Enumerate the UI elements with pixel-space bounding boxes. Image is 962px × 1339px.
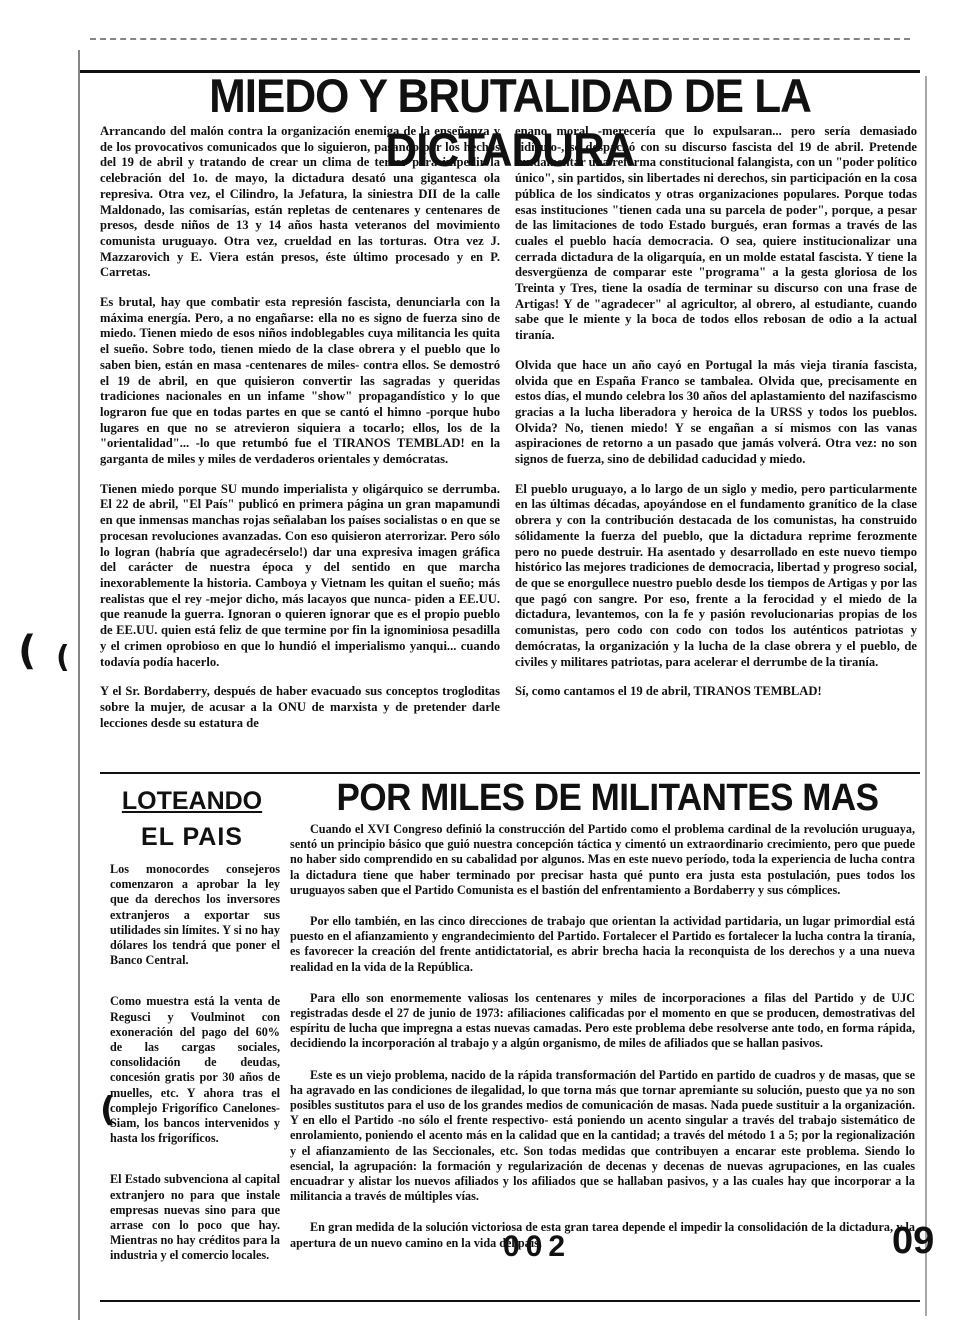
article-paragraph: Es brutal, hay que combatir esta represión fascista, denunciarla con la máxima energía. Pero, a no engañarse: ella no es signo de fuerza sino de miedo. Tienen miedo de esos niños indoblegables cuya militancia les quita el sueño. Sobre todo, tienen miedo de la clase obrera y el pueblo que lo saben bien, están en masa -centenares de miles- contra ellos. Se demostró el 19 de abril, en que quisieron convertir las sagradas y queridas tradiciones nacionales en un infame "show" propagandístico y lo que lograron fue que en todas partes en que se cantó el himno -porque hubo lugares en que no se atrevieron siquiera a tocarlo; ellos, los de la "orientalidad"... -lo que retumbó fue el TIRANOS TEMBLAD! en la garganta de miles y miles de verdaderos orientales y demócratas. [100, 295, 500, 467]
militantes-headline: POR MILES DE MILITANTES MAS [336, 776, 879, 819]
loteando-paragraph: El Estado subvenciona al capital extranjero no para que instale empresas nuevas sino para que arrase con lo poco que hay. Mientras no hay créditos para la industria y el comercio locales. [110, 1172, 280, 1263]
article-paragraph: El pueblo uruguayo, a lo largo de un siglo y medio, pero particularmente en las últimas décadas, apoyándose en el fundamento granítico de la clase obrera y con la contribución destacada de los comunistas, ha construido sólidamente la fuerza del pueblo, que la dictadura reprime ferozmente pero no puede destruir. Ha asentado y desarrollado en este nuevo tiempo histórico las mejores tradiciones de democracia, libertad y progreso social, de que se enorgullece nuestro pueblo desde los tiempos de Artigas y por las que pagó con sangre. Por eso, frente a la ferocidad y el miedo de la dictadura, levantemos, con la fe y pasión revolucionarias propias de los comunistas, pero codo con codo con todos los auténticos patriotas y demócratas, la organización y la lucha de la clase obrera y el pueblo, de civiles y militares patriotas, para acelerar el derrumbe de la tiranía. [515, 481, 917, 669]
loteando-column [110, 862, 280, 1290]
article-column-1 [100, 124, 500, 745]
margin-bracket-mark: ( [56, 640, 70, 675]
loteando-paragraph: Como muestra está la venta de Regusci y Voulminot con exoneración del pago del 60% de las cargas sociales, consolidación de deudas, concesión gratis por 30 años de muelles, etc. Y ahora tras el complejo Frigorífico Canelones-Siam, los bancos intervenidos y hasta los frigoríficos. [110, 994, 280, 1146]
article-paragraph: Tienen miedo porque SU mundo imperialista y oligárquico se derrumba. El 22 de abril, "El País" publicó en primera página un gran mapamundi en que inmensas manchas rojas señalaban los países socialistas o en que se procesan revoluciones avanzadas. Con eso quisieron aterrorizar. Pero sólo lo logran (habría que agradecérselo!) dar una expresiva imagen gráfica del carácter de nuestra época y del sentido en que marcha inexorablemente la historia. Camboya y Vietnam les quitan el sueño; más realistas que el rey -mejor dicho, más lacayos que nunca- piden a EE.UU. que reanude la guerra. Ignoran o quieren ignorar que es el propio pueblo de EE.UU. quien está feliz de que termine por fin la ignominiosa pesadilla y el crimen oprobioso en que lo hundió el imperialismo yanqui... cuando todavía podía hacerlo. [100, 481, 500, 669]
article-paragraph: Arrancando del malón contra la organización enemiga de la enseñanza y de los provocativos comunicados que lo siguieron, pasando por los hechos del 19 de abril y tratando de crear un clima de terror para impedir la celebración del 1o. de mayo, la dictadura desató una gigantesca ola represiva. Otra vez, el Cilindro, la Jefatura, la siniestra DII de la calle Maldonado, las comisarías, están repletas de centenares y centenares de presos, desde niños de 13 y 14 años hasta veteranos del movimiento comunista uruguayo. Otra vez, crueldad en las torturas. Otra vez J. Mazzarovich y E. Viera están presos, éste último procesado y en P. Carretas. [100, 124, 500, 280]
margin-bracket-mark: ( [18, 628, 37, 674]
margin-bracket-mark: ( [100, 1090, 116, 1130]
scan-artifact [90, 38, 910, 54]
militantes-paragraph: Cuando el XVI Congreso definió la construcción del Partido como el problema cardinal de la revolución uruguaya, sentó un principio básico que guió nuestra concepción táctica y cimentó un extraordinario crecimiento, pero que puede no haber sido comprendido en su cabalidad por algunos. Mas en este nuevo período, toda la experiencia de lucha contra la dictadura tiene que haber terminado por precisar hasta qué punto era justa esta postulación, pues todos los uruguayos saben que el Partido Comunista es el bastión del enfrentamiento a Bordaberry y sus cómplices. [290, 822, 915, 897]
loteando-title: LOTEANDO [121, 787, 263, 815]
militantes-paragraph: Por ello también, en las cinco direcciones de trabajo que orientan la actividad partidaria, un lugar primordial está puesto en el afianzamiento y engrandecimiento del Partido. Fortalecer el Partido es fortalecer la lucha contra la tiranía, es favorecer la creación del frente antidictatorial, es abrir brecha hacia la reconquista de los derechos y a una nueva realidad en la vida de la República. [290, 914, 915, 974]
article-column-2 [515, 124, 917, 714]
page-number-stamp: 09 [892, 1220, 935, 1262]
militantes-paragraph: En gran medida de la solución victoriosa de esta gran tarea depende el impedir la consolidación de la dictadura, y la apertura de un nuevo camino en la vida del país. [290, 1220, 915, 1250]
scan-edge-right [925, 76, 927, 1316]
loteando-paragraph: Los monocordes consejeros comenzaron a aprobar la ley que da derechos los inversores extranjeros a exportar sus utilidades sin límites. Y si no hay dólares los tendrá que poner el Banco Central. [110, 862, 280, 968]
article-paragraph: Sí, como cantamos el 19 de abril, TIRANOS TEMBLAD! [515, 684, 822, 699]
loteando-subtitle: EL PAIS [141, 823, 243, 851]
archive-number-stamp: 002 [503, 1230, 572, 1263]
article-paragraph: enano moral -merecería que lo expulsaran... pero sería demasiado ridículo-, se despachó con su discurso fascista del 19 de abril. Pretende fundamentar una reforma constitucional falangista, con un "poder político único", sin partidos, sin libertades ni derechos, sin participación en la cosa pública de los sindicatos y otras organizaciones populares. Porque todas esas instituciones "tienen cada una su parcela de poder", porque, a pesar de las limitaciones de todo Estado burgués, eran formas a través de las cuales el pueblo hacía democracia. O sea, quiere institucionalizar una cerrada dictadura de la oligarquía, en un molde estatal fascista. Y tiene la desvergüenza de comparar este "programa" a la gesta gloriosa de los Treinta y Tres, tiene la osadía de terminar su discurso con una frase de Artigas! Y de "agradecer" al agricultor, al obrero, al estudiante, cuando sabe que le miente y la boca de todos ellos rebosan de odio a la actual tiranía. [515, 124, 917, 343]
main-headline: MIEDO Y BRUTALIDAD DE LA DICTADURA [209, 70, 811, 177]
article-paragraph: Olvida que hace un año cayó en Portugal la más vieja tiranía fascista, olvida que en España Franco se tambalea. Olvida que, precisamente en estos días, el mundo celebra los 30 años del aplastamiento del nazifascismo gracias a la lucha liberadora y heroica de la URSS y todos los pueblos. Olvida? No, tienen miedo! Y se engañan a sí mismos con las vanas aspiraciones de retorno a un pasado que jamás volverá. Otra vez: no son signos de fuerza, sino de debilidad caducidad y miedo. [515, 357, 917, 467]
militantes-column [290, 822, 915, 1267]
scan-edge-left [78, 50, 80, 1320]
militantes-paragraph: Para ello son enormemente valiosas los centenares y miles de incorporaciones a filas del Partido y de UJC registradas desde el 27 de junio de 1973: afiliaciones calificadas por el momento en que se producen, demostrativas del espíritu de lucha que impregna a estas nuevas camadas. Pero este problema debe resolverse ante todo, en forma rápida, decidiendo la incorporación al trabajo y a algún organismo, de miles de afiliados que se hallan pasivos. [290, 990, 915, 1051]
section-divider [100, 772, 920, 774]
article-paragraph: Y el Sr. Bordaberry, después de haber evacuado sus conceptos trogloditas sobre la mujer, de acusar a la ONU de marxista y de pretender darle lecciones desde su estatura de [100, 684, 500, 730]
bottom-rule [100, 1300, 920, 1302]
militantes-paragraph: Este es un viejo problema, nacido de la rápida transformación del Partido en partido de cuadros y de masas, que se ha agravado en las condiciones de ilegalidad, lo que torna más que tornar apremiante su solución, puesto que ya no son posibles sustitutos para el uso de los grandes medios de comunicación de masas. Nada puede sustituir a la organización. Y en ello el Partido -no sólo el frente respectivo- está poniendo un acento singular a través del trabajo sistemático de enrolamiento, poniendo el acento más en la calidad que en la cantidad; a través del método 1 a 5; por la regionalización y el afianzamiento de las Seccionales, etc. Son todas medidas que contribuyen a encarar este problema. Siendo lo esencial, la agrupación: la formación y regularización de decenas y decenas de nuevas agrupaciones, en las cuales encuadrar y alistar los nuevos afiliados y los afiliados que se hallaban pasivos, y a las cuales hay que incorporar a la militancia a través de múltiples vías. [290, 1067, 915, 1204]
